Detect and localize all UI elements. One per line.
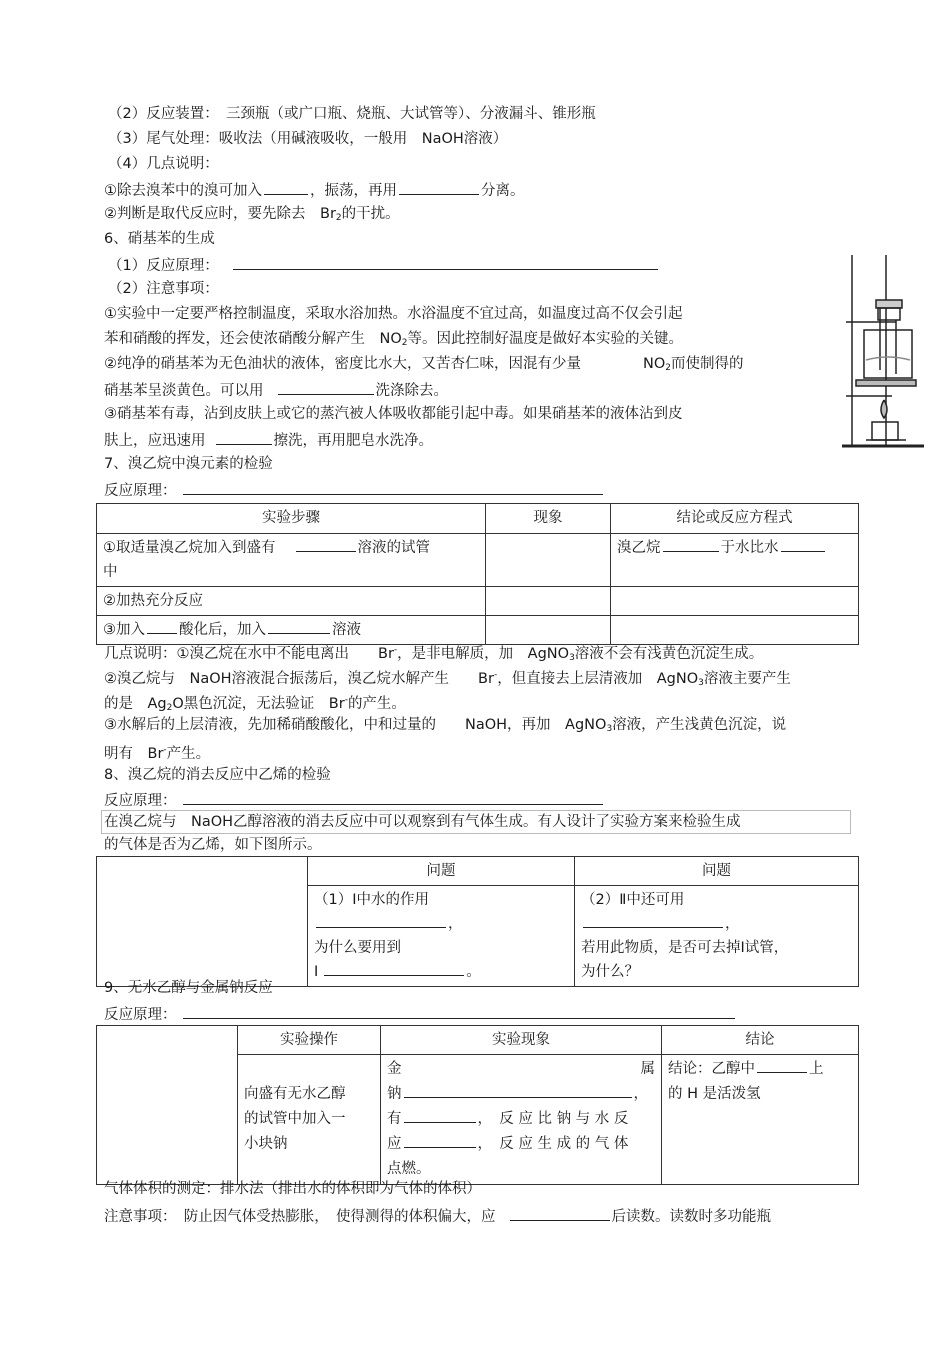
answer-blank[interactable] xyxy=(404,1083,632,1098)
apparatus-figure-cell xyxy=(97,857,308,987)
s8-desc2: 的气体是否为乙烯，如下图所示。 xyxy=(104,837,322,853)
col-header-conclusion: 结论或反应方程式 xyxy=(611,504,859,534)
s7-note4: ③水解后的上层清液，先加稀硝酸酸化，中和过量的 NaOH，再加 AgNO$_3$溶液，产生浅黄色沉淀，说 xyxy=(104,717,787,734)
col-header-conclusion: 结论 xyxy=(662,1026,859,1055)
bromoethane-test-table xyxy=(96,503,859,645)
answer-blank[interactable] xyxy=(216,430,272,445)
s6-p1b: 苯和硝酸的挥发，还会使浓硝酸分解产生 $NO_2$等。因此控制好温度是做好本实验的关键。 xyxy=(104,331,683,348)
answer-blank[interactable] xyxy=(324,961,464,976)
answer-blank[interactable] xyxy=(278,380,374,395)
col-header-steps: 实验步骤 xyxy=(97,504,486,534)
answer-blank[interactable] xyxy=(268,619,330,634)
col-header-question: 问题 xyxy=(308,857,575,886)
s8-title: 8、溴乙烷的消去反应中乙烯的检验 xyxy=(104,767,331,783)
col-header-phenomena: 现象 xyxy=(486,504,611,534)
table-row: ③加入 酸化后，加入 溶液 xyxy=(97,616,859,645)
answer-blank[interactable] xyxy=(583,913,723,928)
sodium-ethanol-table: 实验操作 实验现象 结论 向盛有无水乙醇 的试管中加入一 小块钠 金 属 钠 ， 有 ， 反 应 比 钠 与 水 反 应 ， 反 应 生 成 的 气 体 点燃。 结论：乙醇中 上 的 H 是活泼氢 xyxy=(96,1025,859,1185)
s5-exhaust-line: （3）尾气处理：吸收法（用碱液吸收，一般用 NaOH溶液） xyxy=(108,131,508,147)
s7-note1: 几点说明：①溴乙烷在水中不能电离出 Br-，是非电解质，加 AgNO$_3$溶液不会有浅黄色沉淀生成。 xyxy=(104,645,764,663)
s6-p2d: 硝基苯呈淡黄色。可以用 洗涤除去。 xyxy=(104,380,448,400)
s7-note3: 的是 $Ag_2O$黑色沉淀，无法验证 Br-的产生。 xyxy=(104,695,406,713)
conclusion-cell[interactable] xyxy=(611,587,859,616)
answer-blank[interactable] xyxy=(183,1004,735,1019)
answer-blank[interactable] xyxy=(399,180,479,195)
s9-title: 9、无水乙醇与金属钠反应 xyxy=(104,980,273,996)
answer-blank[interactable] xyxy=(183,790,603,805)
s5-device-line: （2）反应装置： 三颈瓶（或广口瓶、烧瓶、大试管等）、分液漏斗、锥形瓶 xyxy=(108,106,596,122)
answer-blank[interactable] xyxy=(510,1206,610,1221)
s5-note2: ②判断是取代反应时，要先除去 $Br_2$的干扰。 xyxy=(104,206,400,223)
col-header-phenomenon: 实验现象 xyxy=(381,1026,662,1055)
answer-blank[interactable] xyxy=(404,1133,476,1148)
s7-note5: 明有 Br-产生。 xyxy=(104,745,211,762)
s7-title: 7、溴乙烷中溴元素的检验 xyxy=(104,456,273,472)
apparatus-figure-cell xyxy=(97,1026,238,1185)
col-header-operation: 实验操作 xyxy=(238,1026,381,1055)
ethylene-test-table: 问题 问题 （1）Ⅰ中水的作用 ， 为什么要用到 Ⅰ 。 （2）Ⅱ中还可用 ， 若用此物质，是否可去掉Ⅰ试管， 为什么？ xyxy=(96,856,859,987)
answer-blank[interactable] xyxy=(296,537,356,552)
s7-principle: 反应原理： xyxy=(104,480,605,500)
answer-blank[interactable] xyxy=(183,480,603,495)
s9-note: 注意事项： 防止因气体受热膨胀， 使得测得的体积偏大，应 后读数。读数时多功能瓶 xyxy=(104,1206,771,1226)
s9-gas-measure: 气体体积的测定：排水法（排出水的体积即为气体的体积） xyxy=(104,1181,481,1197)
answer-blank[interactable] xyxy=(404,1108,476,1123)
col-header-question: 问题 xyxy=(575,857,859,886)
answer-blank[interactable] xyxy=(663,537,719,552)
s8-desc1: 在溴乙烷与 NaOH乙醇溶液的消去反应中可以观察到有气体生成。有人设计了实验方案来检验生成 xyxy=(104,814,741,830)
phenomenon-cell[interactable] xyxy=(486,534,611,587)
answer-blank[interactable] xyxy=(233,255,658,270)
table-row: ②加热充分反应 xyxy=(97,587,859,616)
nitration-apparatus-figure xyxy=(836,250,926,455)
s6-principle: （1）反应原理： xyxy=(108,255,660,275)
answer-blank[interactable] xyxy=(757,1058,807,1073)
s6-p3: ③硝基苯有毒，沾到皮肤上或它的蒸汽被人体吸收都能引起中毒。如果硝基苯的液体沾到皮 xyxy=(104,406,683,422)
answer-blank[interactable] xyxy=(264,180,308,195)
s6-p1: ①实验中一定要严格控制温度，采取水浴加热。水浴温度不宜过高，如温度过高不仅会引起 xyxy=(104,306,683,322)
s5-notes-heading: （4）几点说明： xyxy=(108,156,219,172)
answer-blank[interactable] xyxy=(147,619,177,634)
s9-principle: 反应原理： xyxy=(104,1004,737,1024)
s8-principle: 反应原理： xyxy=(104,790,605,810)
table-row: ①取适量溴乙烷加入到盛有 溶液的试管 中 溴乙烷 于水比水 xyxy=(97,534,859,587)
s5-note1: ①除去溴苯中的溴可加入 ，振荡，再用 分离。 xyxy=(104,180,525,200)
answer-blank[interactable] xyxy=(781,537,825,552)
s6-notes-heading: （2）注意事项： xyxy=(108,281,219,297)
s6-p2: ②纯净的硝基苯为无色油状的液体，密度比水大，又苦杏仁味，因混有少量 $NO_2$而使制得的 xyxy=(104,356,744,373)
phenomenon-cell[interactable] xyxy=(486,587,611,616)
s7-note2: ②溴乙烷与 NaOH溶液混合振荡后，溴乙烷水解产生 Br-，但直接去上层清液加 AgNO$_3$溶液主要产生 xyxy=(104,670,791,688)
s6-p3b: 肤上，应迅速用 擦洗，再用肥皂水洗净。 xyxy=(104,430,433,450)
s6-title: 6、硝基苯的生成 xyxy=(104,231,215,247)
answer-blank[interactable] xyxy=(316,913,446,928)
